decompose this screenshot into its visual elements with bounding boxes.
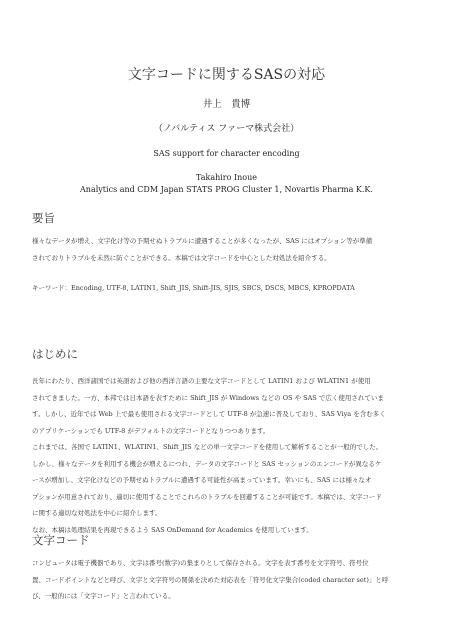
charcode-heading: 文字コード — [32, 533, 90, 547]
intro-line: しかし、様々なデータを利用する機会が増えるにつれ、データの文字コードと SAS セッションのエンコードが異なるケ — [32, 459, 382, 468]
intro-line: に関する適切な対処法を中心に紹介します。 — [32, 509, 162, 517]
paper-title-en: SAS support for character encoding — [153, 149, 300, 158]
charcode-line: び、一般的には「文字コード」と言われている。 — [32, 592, 175, 600]
keywords — [32, 280, 422, 297]
paper-title: 文字コードに関するSASの対応 — [127, 67, 326, 83]
intro-line: のアプリケーションでも UTF-8 がデフォルトの文字コードとなりつつあります。 — [32, 426, 270, 435]
intro-line: プションが用意されており、適切に使用することでこれらのトラブルを回避することが可能です。本稿では、文字コード — [32, 492, 382, 501]
abstract-heading: 要旨 — [32, 211, 55, 225]
abstract-line: されておりトラブルを未然に防ぐことができる。本稿では文字コードを中心とした対処法を紹介する。 — [32, 253, 331, 262]
abstract-line: 様々なデータが増え、文字化け等の予期せぬトラブルに遭遇することが多くなったが、SAS にはオプション等が準備 — [32, 237, 373, 245]
charcode-body — [32, 555, 422, 605]
affiliation-ja: （ノバルティス ファーマ株式会社） — [153, 124, 300, 134]
charcode-line: 置、コードポイントなどと呼び、文字と文字符号の関係を決めた対応表を「符号化文字集合(coded character set)」と呼 — [32, 575, 389, 584]
intro-body — [32, 373, 422, 538]
keywords-line: キーワード：Encoding, UTF-8, LATIN1, Shift_JIS, Shift-JIS, SJIS, SBCS, DSCS, MBCS, KPROPDATA — [32, 284, 355, 292]
intro-line: これまでは、各国で LATIN1、WLATIN1、Shift_JIS などの単一文字コードを使用して解析することが一般的でした。 — [32, 443, 383, 451]
author-name-ja: 井上 貴博 — [202, 99, 251, 110]
intro-line: す。しかし、近年では Web 上で最も使用される文字コードとして UTF-8 が急速に普及しており、SAS Viya を含む多く — [32, 410, 386, 418]
intro-heading: はじめに — [32, 347, 78, 361]
intro-line: 長年にわたり、西洋諸国では英語および他の西洋言語の主要な文字コードとして LATIN1 および WLATIN1 が使用 — [32, 377, 371, 385]
abstract-body — [32, 233, 422, 266]
intro-line: されてきました。一方、本邦では日本語を表すために Shift_JIS が Windows などの OS や SAS で広く使用されていま — [32, 393, 384, 402]
charcode-line: コンピュータは電子機器であり、文字は番号(数字)の集まりとして保存される。文字を表す番号を文字符号、符号位 — [32, 559, 369, 567]
affiliation-en: Analytics and CDM Japan STATS PROG Cluster 1, Novartis Pharma K.K. — [80, 185, 373, 194]
author-name-en: Takahiro Inoue — [195, 173, 257, 182]
intro-line: なお、本稿は処理結果を再現できるよう SAS OnDemand for Academics を使用しています。 — [32, 525, 313, 534]
intro-line: ースが増加し、文字化けなどの予期せぬトラブルに遭遇する可能性が高まっています。幸いにも、SAS には様々なオ — [32, 476, 372, 484]
